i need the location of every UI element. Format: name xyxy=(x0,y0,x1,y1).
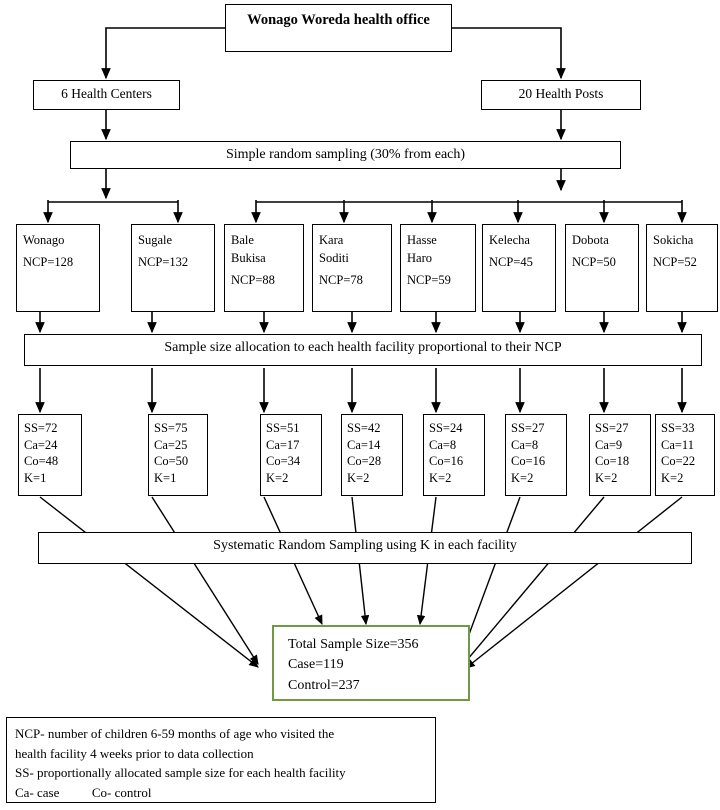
total-sample-size-label: Total Sample Size=356 xyxy=(288,637,419,652)
sample-box-dobota xyxy=(589,414,651,496)
ss-value: SS=51 xyxy=(266,421,300,435)
legend-line-4: Ca- case Co- control xyxy=(15,784,152,800)
ca-value: Ca=14 xyxy=(347,437,381,452)
health-posts-box xyxy=(481,80,641,110)
facility-name-line2: Bukisa xyxy=(231,251,266,266)
ca-value: Ca=24 xyxy=(24,437,58,452)
co-value: Co=16 xyxy=(511,454,546,468)
sample-allocation-label: Sample size allocation to each health facility proportional to their NCP xyxy=(164,340,562,355)
legend-box xyxy=(6,717,436,803)
co-value: Co=50 xyxy=(154,454,189,468)
ca-value: Ca=8 xyxy=(511,437,539,452)
k-value: K=2 xyxy=(661,470,684,485)
co-value: Co=34 xyxy=(266,454,301,468)
co-value: Co=28 xyxy=(347,454,382,468)
sample-box-sugale xyxy=(148,414,208,496)
facility-box-kara-soditi xyxy=(312,224,392,312)
facility-ncp: NCP=128 xyxy=(23,255,74,270)
simple-random-sampling-label: Simple random sampling (30% from each) xyxy=(225,147,466,162)
sample-box-wonago xyxy=(18,414,82,496)
facility-name: Dobota xyxy=(572,233,609,247)
facility-name-line2: Haro xyxy=(407,251,432,266)
simple-random-sampling-band xyxy=(70,141,621,169)
legend-line-3: SS- proportionally allocated sample size for each health facility xyxy=(15,765,346,780)
k-value: K=1 xyxy=(24,470,47,485)
ss-value: SS=75 xyxy=(154,421,188,435)
facility-name: Sugale xyxy=(138,233,173,247)
health-centers-box xyxy=(33,80,180,110)
ss-value: SS=24 xyxy=(429,421,463,435)
facility-ncp: NCP=132 xyxy=(138,255,189,270)
co-value: Co=48 xyxy=(24,454,59,468)
facility-ncp: NCP=78 xyxy=(319,273,363,288)
ss-value: SS=33 xyxy=(661,421,695,435)
facility-ncp: NCP=52 xyxy=(653,255,697,270)
facility-name: Kelecha xyxy=(489,233,530,247)
title-box xyxy=(225,4,452,52)
ss-value: SS=27 xyxy=(511,421,545,435)
case-count-label: Case=119 xyxy=(288,657,344,673)
facility-name: Bale xyxy=(231,233,254,247)
facility-box-dobota xyxy=(565,224,639,312)
co-value: Co=22 xyxy=(661,454,696,468)
health-posts-label: 20 Health Posts xyxy=(518,86,604,101)
k-value: K=1 xyxy=(154,470,177,485)
k-value: K=2 xyxy=(347,470,370,485)
sample-box-sokicha xyxy=(655,414,715,496)
facility-box-kelecha xyxy=(482,224,556,312)
co-value: Co=18 xyxy=(595,454,630,468)
sample-box-bale-bukisa xyxy=(260,414,322,496)
k-value: K=2 xyxy=(595,470,618,485)
title-label: Wonago Woreda health office xyxy=(247,12,430,28)
facility-box-hasse-haro xyxy=(400,224,476,312)
facility-ncp: NCP=45 xyxy=(489,255,533,270)
total-sample-size-box xyxy=(272,625,470,701)
sample-box-kara-soditi xyxy=(341,414,403,496)
sample-box-hasse-haro xyxy=(423,414,485,496)
sample-box-kelecha xyxy=(505,414,567,496)
systematic-sampling-label: Systematic Random Sampling using K in each facility xyxy=(213,538,517,553)
facility-box-sokicha xyxy=(646,224,718,312)
ss-value: SS=72 xyxy=(24,421,58,435)
facility-box-wonago xyxy=(16,224,100,312)
health-centers-label: 6 Health Centers xyxy=(61,86,152,101)
legend-line-2: health facility 4 weeks prior to data collection xyxy=(15,745,254,761)
ca-value: Ca=9 xyxy=(595,437,623,452)
k-value: K=2 xyxy=(511,470,534,485)
systematic-sampling-band xyxy=(38,532,692,564)
facility-ncp: NCP=50 xyxy=(572,255,616,270)
ca-value: Ca=8 xyxy=(429,437,457,452)
k-value: K=2 xyxy=(266,470,289,485)
facility-name: Sokicha xyxy=(653,233,694,247)
facility-box-bale-bukisa xyxy=(224,224,304,312)
legend-line-1: NCP- number of children 6-59 months of age who visited the xyxy=(15,726,335,741)
ss-value: SS=42 xyxy=(347,421,381,435)
facility-name: Wonago xyxy=(23,233,65,247)
facility-name: Kara xyxy=(319,233,344,247)
ca-value: Ca=17 xyxy=(266,437,300,452)
control-count-label: Control=237 xyxy=(288,677,360,693)
ca-value: Ca=25 xyxy=(154,437,188,452)
co-value: Co=16 xyxy=(429,454,464,468)
facility-box-sugale xyxy=(131,224,215,312)
facility-ncp: NCP=59 xyxy=(407,273,451,288)
k-value: K=2 xyxy=(429,470,452,485)
facility-name: Hasse xyxy=(407,233,437,247)
ss-value: SS=27 xyxy=(595,421,629,435)
facility-name-line2: Soditi xyxy=(319,251,349,266)
ca-value: Ca=11 xyxy=(661,437,694,452)
sample-allocation-band xyxy=(24,334,702,366)
facility-ncp: NCP=88 xyxy=(231,273,275,288)
